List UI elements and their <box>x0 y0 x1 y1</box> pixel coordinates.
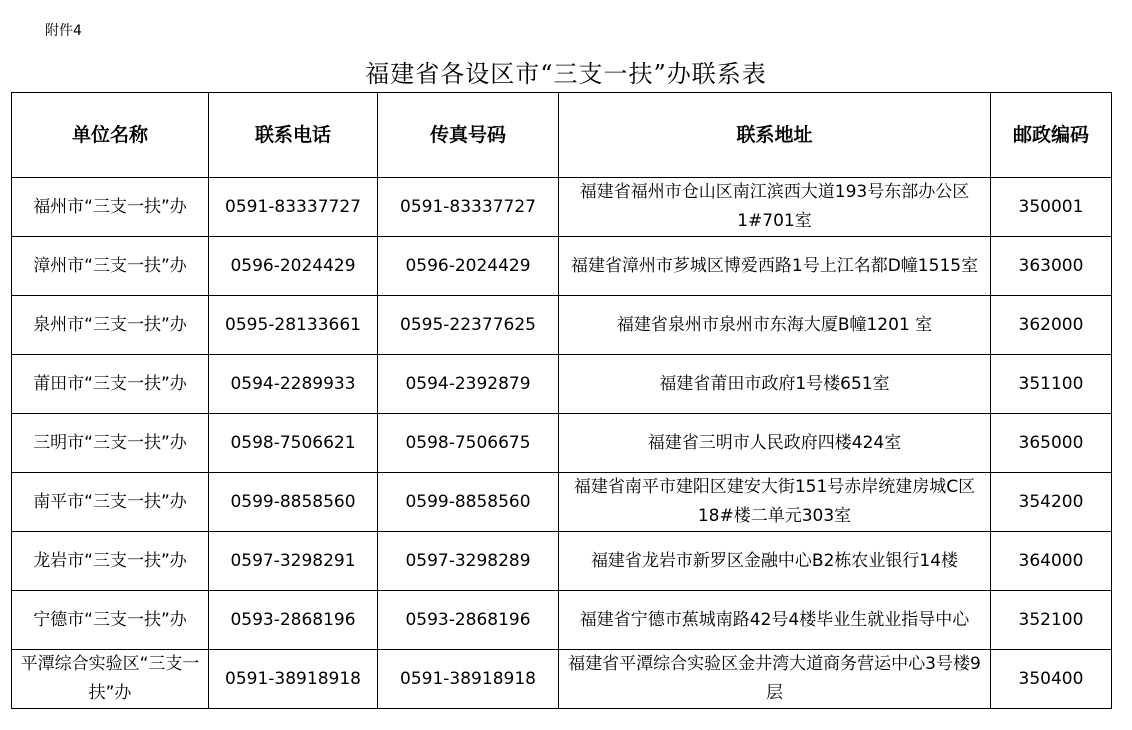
cell-phone: 0591-83337727 <box>209 178 378 237</box>
cell-phone: 0595-28133661 <box>209 296 378 355</box>
cell-phone: 0599-8858560 <box>209 473 378 532</box>
cell-unit: 漳州市“三支一扶”办 <box>12 237 209 296</box>
header-phone: 联系电话 <box>209 93 378 178</box>
cell-fax: 0597-3298289 <box>378 532 559 591</box>
cell-address: 福建省平潭综合实验区金井湾大道商务营运中心3号楼9层 <box>559 650 991 709</box>
page-title: 福建省各设区市“三支一扶”办联系表 <box>365 60 767 88</box>
header-unit: 单位名称 <box>12 93 209 178</box>
cell-postcode: 365000 <box>991 414 1112 473</box>
table-row <box>12 532 1112 591</box>
cell-address: 福建省漳州市芗城区博爱西路1号上江名都D幢1515室 <box>559 237 991 296</box>
cell-phone: 0598-7506621 <box>209 414 378 473</box>
cell-address: 福建省龙岩市新罗区金融中心B2栋农业银行14楼 <box>559 532 991 591</box>
cell-fax: 0596-2024429 <box>378 237 559 296</box>
cell-phone: 0597-3298291 <box>209 532 378 591</box>
cell-address: 福建省莆田市政府1号楼651室 <box>559 355 991 414</box>
cell-unit: 龙岩市“三支一扶”办 <box>12 532 209 591</box>
cell-postcode: 362000 <box>991 296 1112 355</box>
cell-fax: 0591-38918918 <box>378 650 559 709</box>
cell-postcode: 354200 <box>991 473 1112 532</box>
cell-unit: 莆田市“三支一扶”办 <box>12 355 209 414</box>
cell-fax: 0598-7506675 <box>378 414 559 473</box>
cell-postcode: 364000 <box>991 532 1112 591</box>
table-row <box>12 473 1112 532</box>
cell-unit: 三明市“三支一扶”办 <box>12 414 209 473</box>
cell-fax: 0593-2868196 <box>378 591 559 650</box>
cell-unit: 福州市“三支一扶”办 <box>12 178 209 237</box>
cell-unit: 宁德市“三支一扶”办 <box>12 591 209 650</box>
cell-phone: 0594-2289933 <box>209 355 378 414</box>
cell-unit: 南平市“三支一扶”办 <box>12 473 209 532</box>
table-row <box>12 237 1112 296</box>
cell-postcode: 363000 <box>991 237 1112 296</box>
table-row <box>12 355 1112 414</box>
cell-fax: 0594-2392879 <box>378 355 559 414</box>
cell-unit: 平潭综合实验区“三支一扶”办 <box>12 650 209 709</box>
cell-address: 福建省泉州市泉州市东海大厦B幢1201 室 <box>559 296 991 355</box>
cell-postcode: 352100 <box>991 591 1112 650</box>
cell-fax: 0599-8858560 <box>378 473 559 532</box>
cell-address: 福建省南平市建阳区建安大街151号赤岸统建房城C区18#楼二单元303室 <box>559 473 991 532</box>
header-fax: 传真号码 <box>378 93 559 178</box>
cell-postcode: 350001 <box>991 178 1112 237</box>
cell-phone: 0593-2868196 <box>209 591 378 650</box>
cell-address: 福建省三明市人民政府四楼424室 <box>559 414 991 473</box>
table-row <box>12 414 1112 473</box>
header-address: 联系地址 <box>559 93 991 178</box>
attachment-label: 附件4 <box>45 23 82 39</box>
contact-table <box>11 92 1112 709</box>
cell-address: 福建省福州市仓山区南江滨西大道193号东部办公区1#701室 <box>559 178 991 237</box>
cell-fax: 0595-22377625 <box>378 296 559 355</box>
cell-phone: 0591-38918918 <box>209 650 378 709</box>
cell-unit: 泉州市“三支一扶”办 <box>12 296 209 355</box>
table-row <box>12 178 1112 237</box>
table-header-row <box>12 93 1112 178</box>
table-body <box>12 178 1112 709</box>
table-row <box>12 650 1112 709</box>
cell-postcode: 351100 <box>991 355 1112 414</box>
cell-address: 福建省宁德市蕉城南路42号4楼毕业生就业指导中心 <box>559 591 991 650</box>
table-row <box>12 591 1112 650</box>
cell-postcode: 350400 <box>991 650 1112 709</box>
cell-phone: 0596-2024429 <box>209 237 378 296</box>
header-postcode: 邮政编码 <box>991 93 1112 178</box>
table-row <box>12 296 1112 355</box>
cell-fax: 0591-83337727 <box>378 178 559 237</box>
